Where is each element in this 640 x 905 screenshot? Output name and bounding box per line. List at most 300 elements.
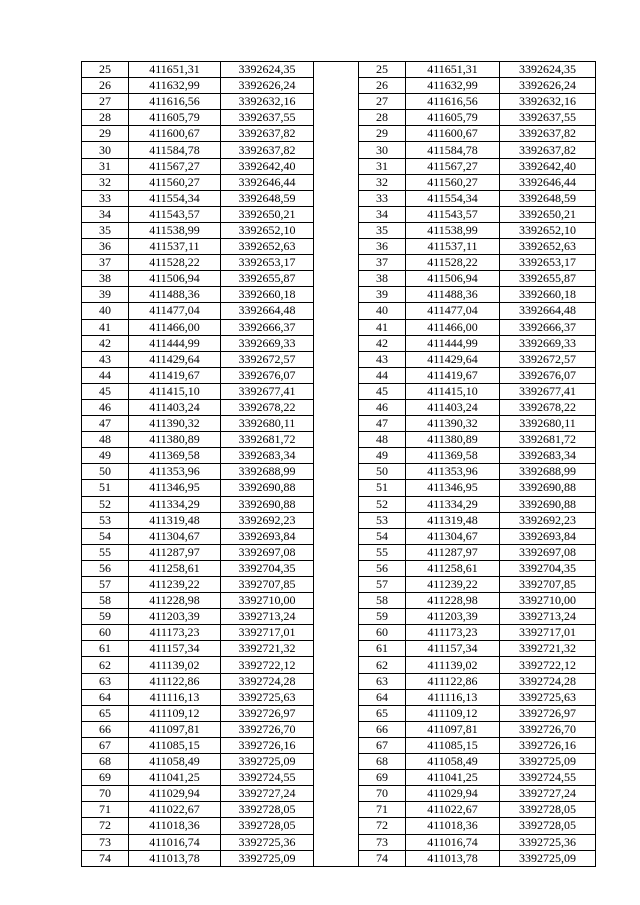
spacer-cell: [314, 657, 359, 673]
right-x-coordinate-cell: 411415,10: [406, 383, 500, 399]
left-point-number-cell: 65: [82, 705, 129, 721]
table-row: [82, 62, 596, 78]
right-point-number-cell: 36: [359, 239, 406, 255]
right-point-number-cell: 74: [359, 850, 406, 866]
table-row: [82, 593, 596, 609]
right-x-coordinate-cell: 411380,89: [406, 432, 500, 448]
table-row: [82, 673, 596, 689]
left-y-coordinate-cell: 3392664,48: [221, 303, 314, 319]
left-x-coordinate-cell: 411651,31: [129, 62, 221, 78]
right-point-number-cell: 25: [359, 62, 406, 78]
right-x-coordinate-cell: 411554,34: [406, 190, 500, 206]
right-point-number-cell: 40: [359, 303, 406, 319]
left-x-coordinate-cell: 411506,94: [129, 271, 221, 287]
left-point-number-cell: 64: [82, 689, 129, 705]
right-point-number-cell: 54: [359, 528, 406, 544]
table-row: [82, 319, 596, 335]
right-x-coordinate-cell: 411228,98: [406, 593, 500, 609]
left-x-coordinate-cell: 411018,36: [129, 818, 221, 834]
right-x-coordinate-cell: 411567,27: [406, 158, 500, 174]
left-x-coordinate-cell: 411390,32: [129, 416, 221, 432]
spacer-cell: [314, 78, 359, 94]
left-y-coordinate-cell: 3392704,35: [221, 560, 314, 576]
left-y-coordinate-cell: 3392677,41: [221, 383, 314, 399]
right-x-coordinate-cell: 411616,56: [406, 94, 500, 110]
left-x-coordinate-cell: 411477,04: [129, 303, 221, 319]
table-row: [82, 705, 596, 721]
spacer-cell: [314, 287, 359, 303]
table-row: [82, 399, 596, 415]
left-y-coordinate-cell: 3392652,10: [221, 222, 314, 238]
left-y-coordinate-cell: 3392680,11: [221, 416, 314, 432]
table-row: [82, 271, 596, 287]
right-x-coordinate-cell: 411173,23: [406, 625, 500, 641]
right-y-coordinate-cell: 3392648,59: [500, 190, 596, 206]
spacer-cell: [314, 351, 359, 367]
left-x-coordinate-cell: 411304,67: [129, 528, 221, 544]
right-x-coordinate-cell: 411538,99: [406, 222, 500, 238]
right-y-coordinate-cell: 3392721,32: [500, 641, 596, 657]
right-point-number-cell: 55: [359, 544, 406, 560]
right-point-number-cell: 53: [359, 512, 406, 528]
spacer-cell: [314, 528, 359, 544]
left-x-coordinate-cell: 411122,86: [129, 673, 221, 689]
right-point-number-cell: 63: [359, 673, 406, 689]
left-y-coordinate-cell: 3392648,59: [221, 190, 314, 206]
right-y-coordinate-cell: 3392637,82: [500, 126, 596, 142]
right-point-number-cell: 65: [359, 705, 406, 721]
spacer-cell: [314, 255, 359, 271]
coordinates-table: [81, 61, 596, 867]
right-x-coordinate-cell: 411651,31: [406, 62, 500, 78]
left-point-number-cell: 45: [82, 383, 129, 399]
left-point-number-cell: 48: [82, 432, 129, 448]
left-y-coordinate-cell: 3392721,32: [221, 641, 314, 657]
right-x-coordinate-cell: 411334,29: [406, 496, 500, 512]
right-point-number-cell: 66: [359, 721, 406, 737]
spacer-cell: [314, 399, 359, 415]
right-point-number-cell: 37: [359, 255, 406, 271]
right-x-coordinate-cell: 411537,11: [406, 239, 500, 255]
left-y-coordinate-cell: 3392624,35: [221, 62, 314, 78]
left-y-coordinate-cell: 3392707,85: [221, 577, 314, 593]
left-point-number-cell: 32: [82, 174, 129, 190]
right-x-coordinate-cell: 411403,24: [406, 399, 500, 415]
left-y-coordinate-cell: 3392725,63: [221, 689, 314, 705]
right-x-coordinate-cell: 411369,58: [406, 448, 500, 464]
left-point-number-cell: 62: [82, 657, 129, 673]
spacer-cell: [314, 62, 359, 78]
left-point-number-cell: 66: [82, 721, 129, 737]
table-row: [82, 818, 596, 834]
right-y-coordinate-cell: 3392697,08: [500, 544, 596, 560]
left-point-number-cell: 71: [82, 802, 129, 818]
spacer-cell: [314, 850, 359, 866]
spacer-cell: [314, 94, 359, 110]
spacer-cell: [314, 416, 359, 432]
table-row: [82, 448, 596, 464]
table-row: [82, 609, 596, 625]
right-y-coordinate-cell: 3392642,40: [500, 158, 596, 174]
left-x-coordinate-cell: 411022,67: [129, 802, 221, 818]
right-point-number-cell: 58: [359, 593, 406, 609]
right-y-coordinate-cell: 3392726,97: [500, 705, 596, 721]
left-point-number-cell: 47: [82, 416, 129, 432]
spacer-cell: [314, 142, 359, 158]
left-point-number-cell: 27: [82, 94, 129, 110]
left-y-coordinate-cell: 3392653,17: [221, 255, 314, 271]
table-row: [82, 126, 596, 142]
table-row: [82, 335, 596, 351]
table-row: [82, 850, 596, 866]
left-y-coordinate-cell: 3392713,24: [221, 609, 314, 625]
left-y-coordinate-cell: 3392646,44: [221, 174, 314, 190]
left-x-coordinate-cell: 411444,99: [129, 335, 221, 351]
left-point-number-cell: 31: [82, 158, 129, 174]
table-row: [82, 512, 596, 528]
left-x-coordinate-cell: 411116,13: [129, 689, 221, 705]
left-point-number-cell: 37: [82, 255, 129, 271]
right-x-coordinate-cell: 411018,36: [406, 818, 500, 834]
left-x-coordinate-cell: 411239,22: [129, 577, 221, 593]
table-row: [82, 432, 596, 448]
right-y-coordinate-cell: 3392637,55: [500, 110, 596, 126]
left-point-number-cell: 51: [82, 480, 129, 496]
left-point-number-cell: 59: [82, 609, 129, 625]
right-y-coordinate-cell: 3392726,70: [500, 721, 596, 737]
left-y-coordinate-cell: 3392727,24: [221, 786, 314, 802]
left-x-coordinate-cell: 411543,57: [129, 206, 221, 222]
right-x-coordinate-cell: 411157,34: [406, 641, 500, 657]
table-row: [82, 480, 596, 496]
left-x-coordinate-cell: 411600,67: [129, 126, 221, 142]
right-x-coordinate-cell: 411258,61: [406, 560, 500, 576]
table-row: [82, 174, 596, 190]
right-y-coordinate-cell: 3392722,12: [500, 657, 596, 673]
spacer-cell: [314, 818, 359, 834]
right-x-coordinate-cell: 411058,49: [406, 754, 500, 770]
left-x-coordinate-cell: 411041,25: [129, 770, 221, 786]
right-y-coordinate-cell: 3392710,00: [500, 593, 596, 609]
table-row: [82, 239, 596, 255]
spacer-cell: [314, 190, 359, 206]
right-y-coordinate-cell: 3392690,88: [500, 496, 596, 512]
left-point-number-cell: 74: [82, 850, 129, 866]
spacer-cell: [314, 496, 359, 512]
left-y-coordinate-cell: 3392676,07: [221, 367, 314, 383]
spacer-cell: [314, 770, 359, 786]
right-y-coordinate-cell: 3392653,17: [500, 255, 596, 271]
right-x-coordinate-cell: 411353,96: [406, 464, 500, 480]
table-row: [82, 689, 596, 705]
right-point-number-cell: 61: [359, 641, 406, 657]
left-point-number-cell: 49: [82, 448, 129, 464]
left-y-coordinate-cell: 3392655,87: [221, 271, 314, 287]
left-y-coordinate-cell: 3392717,01: [221, 625, 314, 641]
right-y-coordinate-cell: 3392626,24: [500, 78, 596, 94]
left-y-coordinate-cell: 3392725,36: [221, 834, 314, 850]
left-y-coordinate-cell: 3392692,23: [221, 512, 314, 528]
right-point-number-cell: 45: [359, 383, 406, 399]
table-row: [82, 351, 596, 367]
table-row: [82, 110, 596, 126]
right-point-number-cell: 59: [359, 609, 406, 625]
left-point-number-cell: 55: [82, 544, 129, 560]
table-row: [82, 560, 596, 576]
left-y-coordinate-cell: 3392726,97: [221, 705, 314, 721]
table-row: [82, 544, 596, 560]
left-x-coordinate-cell: 411419,67: [129, 367, 221, 383]
right-y-coordinate-cell: 3392704,35: [500, 560, 596, 576]
left-point-number-cell: 36: [82, 239, 129, 255]
left-x-coordinate-cell: 411605,79: [129, 110, 221, 126]
right-point-number-cell: 35: [359, 222, 406, 238]
left-y-coordinate-cell: 3392688,99: [221, 464, 314, 480]
left-point-number-cell: 53: [82, 512, 129, 528]
spacer-cell: [314, 206, 359, 222]
right-y-coordinate-cell: 3392678,22: [500, 399, 596, 415]
table-row: [82, 802, 596, 818]
right-point-number-cell: 71: [359, 802, 406, 818]
right-x-coordinate-cell: 411319,48: [406, 512, 500, 528]
left-x-coordinate-cell: 411319,48: [129, 512, 221, 528]
spacer-cell: [314, 158, 359, 174]
right-y-coordinate-cell: 3392692,23: [500, 512, 596, 528]
right-x-coordinate-cell: 411600,67: [406, 126, 500, 142]
left-y-coordinate-cell: 3392650,21: [221, 206, 314, 222]
table-row: [82, 754, 596, 770]
right-y-coordinate-cell: 3392681,72: [500, 432, 596, 448]
right-point-number-cell: 49: [359, 448, 406, 464]
left-y-coordinate-cell: 3392666,37: [221, 319, 314, 335]
table-row: [82, 222, 596, 238]
left-point-number-cell: 69: [82, 770, 129, 786]
left-y-coordinate-cell: 3392690,88: [221, 496, 314, 512]
left-x-coordinate-cell: 411429,64: [129, 351, 221, 367]
spacer-cell: [314, 448, 359, 464]
right-point-number-cell: 34: [359, 206, 406, 222]
left-x-coordinate-cell: 411157,34: [129, 641, 221, 657]
right-point-number-cell: 28: [359, 110, 406, 126]
right-x-coordinate-cell: 411560,27: [406, 174, 500, 190]
left-y-coordinate-cell: 3392726,16: [221, 737, 314, 753]
left-point-number-cell: 44: [82, 367, 129, 383]
right-y-coordinate-cell: 3392624,35: [500, 62, 596, 78]
left-x-coordinate-cell: 411584,78: [129, 142, 221, 158]
right-x-coordinate-cell: 411429,64: [406, 351, 500, 367]
left-x-coordinate-cell: 411403,24: [129, 399, 221, 415]
table-row: [82, 528, 596, 544]
left-x-coordinate-cell: 411085,15: [129, 737, 221, 753]
left-point-number-cell: 52: [82, 496, 129, 512]
right-y-coordinate-cell: 3392707,85: [500, 577, 596, 593]
right-y-coordinate-cell: 3392693,84: [500, 528, 596, 544]
right-point-number-cell: 57: [359, 577, 406, 593]
spacer-cell: [314, 480, 359, 496]
left-x-coordinate-cell: 411173,23: [129, 625, 221, 641]
spacer-cell: [314, 271, 359, 287]
left-y-coordinate-cell: 3392683,34: [221, 448, 314, 464]
right-x-coordinate-cell: 411116,13: [406, 689, 500, 705]
right-point-number-cell: 42: [359, 335, 406, 351]
right-x-coordinate-cell: 411013,78: [406, 850, 500, 866]
left-point-number-cell: 60: [82, 625, 129, 641]
right-point-number-cell: 48: [359, 432, 406, 448]
right-point-number-cell: 67: [359, 737, 406, 753]
left-point-number-cell: 29: [82, 126, 129, 142]
right-point-number-cell: 70: [359, 786, 406, 802]
left-point-number-cell: 30: [82, 142, 129, 158]
left-point-number-cell: 70: [82, 786, 129, 802]
right-y-coordinate-cell: 3392683,34: [500, 448, 596, 464]
right-y-coordinate-cell: 3392666,37: [500, 319, 596, 335]
right-point-number-cell: 72: [359, 818, 406, 834]
right-point-number-cell: 41: [359, 319, 406, 335]
left-point-number-cell: 41: [82, 319, 129, 335]
spacer-cell: [314, 544, 359, 560]
spacer-cell: [314, 222, 359, 238]
left-y-coordinate-cell: 3392697,08: [221, 544, 314, 560]
left-point-number-cell: 33: [82, 190, 129, 206]
right-point-number-cell: 46: [359, 399, 406, 415]
table-row: [82, 721, 596, 737]
right-x-coordinate-cell: 411097,81: [406, 721, 500, 737]
right-x-coordinate-cell: 411506,94: [406, 271, 500, 287]
left-x-coordinate-cell: 411567,27: [129, 158, 221, 174]
left-y-coordinate-cell: 3392652,63: [221, 239, 314, 255]
spacer-cell: [314, 834, 359, 850]
spacer-cell: [314, 464, 359, 480]
right-y-coordinate-cell: 3392725,09: [500, 850, 596, 866]
left-y-coordinate-cell: 3392660,18: [221, 287, 314, 303]
table-row: [82, 625, 596, 641]
right-point-number-cell: 51: [359, 480, 406, 496]
left-point-number-cell: 61: [82, 641, 129, 657]
table-row: [82, 303, 596, 319]
left-point-number-cell: 57: [82, 577, 129, 593]
spacer-cell: [314, 802, 359, 818]
right-point-number-cell: 56: [359, 560, 406, 576]
left-y-coordinate-cell: 3392726,70: [221, 721, 314, 737]
left-y-coordinate-cell: 3392632,16: [221, 94, 314, 110]
left-y-coordinate-cell: 3392728,05: [221, 802, 314, 818]
right-x-coordinate-cell: 411016,74: [406, 834, 500, 850]
right-point-number-cell: 69: [359, 770, 406, 786]
left-point-number-cell: 42: [82, 335, 129, 351]
table-row: [82, 786, 596, 802]
left-x-coordinate-cell: 411554,34: [129, 190, 221, 206]
right-y-coordinate-cell: 3392655,87: [500, 271, 596, 287]
right-point-number-cell: 26: [359, 78, 406, 94]
left-x-coordinate-cell: 411228,98: [129, 593, 221, 609]
right-point-number-cell: 29: [359, 126, 406, 142]
right-y-coordinate-cell: 3392652,63: [500, 239, 596, 255]
right-x-coordinate-cell: 411584,78: [406, 142, 500, 158]
right-y-coordinate-cell: 3392724,28: [500, 673, 596, 689]
spacer-cell: [314, 383, 359, 399]
left-point-number-cell: 46: [82, 399, 129, 415]
right-point-number-cell: 73: [359, 834, 406, 850]
spacer-cell: [314, 174, 359, 190]
left-x-coordinate-cell: 411380,89: [129, 432, 221, 448]
left-point-number-cell: 39: [82, 287, 129, 303]
left-x-coordinate-cell: 411013,78: [129, 850, 221, 866]
left-point-number-cell: 73: [82, 834, 129, 850]
table-row: [82, 770, 596, 786]
left-y-coordinate-cell: 3392626,24: [221, 78, 314, 94]
right-x-coordinate-cell: 411022,67: [406, 802, 500, 818]
left-x-coordinate-cell: 411258,61: [129, 560, 221, 576]
right-x-coordinate-cell: 411122,86: [406, 673, 500, 689]
right-point-number-cell: 31: [359, 158, 406, 174]
right-point-number-cell: 27: [359, 94, 406, 110]
left-y-coordinate-cell: 3392642,40: [221, 158, 314, 174]
right-y-coordinate-cell: 3392725,36: [500, 834, 596, 850]
spacer-cell: [314, 319, 359, 335]
right-x-coordinate-cell: 411605,79: [406, 110, 500, 126]
table-row: [82, 577, 596, 593]
left-y-coordinate-cell: 3392637,55: [221, 110, 314, 126]
right-x-coordinate-cell: 411139,02: [406, 657, 500, 673]
right-x-coordinate-cell: 411041,25: [406, 770, 500, 786]
left-y-coordinate-cell: 3392724,28: [221, 673, 314, 689]
left-x-coordinate-cell: 411058,49: [129, 754, 221, 770]
right-y-coordinate-cell: 3392724,55: [500, 770, 596, 786]
table-row: [82, 496, 596, 512]
left-point-number-cell: 26: [82, 78, 129, 94]
left-y-coordinate-cell: 3392725,09: [221, 754, 314, 770]
right-y-coordinate-cell: 3392680,11: [500, 416, 596, 432]
left-x-coordinate-cell: 411353,96: [129, 464, 221, 480]
right-y-coordinate-cell: 3392713,24: [500, 609, 596, 625]
left-y-coordinate-cell: 3392669,33: [221, 335, 314, 351]
left-point-number-cell: 67: [82, 737, 129, 753]
left-y-coordinate-cell: 3392678,22: [221, 399, 314, 415]
left-x-coordinate-cell: 411538,99: [129, 222, 221, 238]
spacer-cell: [314, 609, 359, 625]
right-y-coordinate-cell: 3392660,18: [500, 287, 596, 303]
spacer-cell: [314, 560, 359, 576]
right-y-coordinate-cell: 3392664,48: [500, 303, 596, 319]
spacer-cell: [314, 577, 359, 593]
spacer-cell: [314, 673, 359, 689]
right-y-coordinate-cell: 3392688,99: [500, 464, 596, 480]
right-y-coordinate-cell: 3392728,05: [500, 802, 596, 818]
right-x-coordinate-cell: 411390,32: [406, 416, 500, 432]
left-x-coordinate-cell: 411537,11: [129, 239, 221, 255]
left-point-number-cell: 58: [82, 593, 129, 609]
right-x-coordinate-cell: 411287,97: [406, 544, 500, 560]
spacer-cell: [314, 625, 359, 641]
spacer-cell: [314, 737, 359, 753]
spacer-cell: [314, 126, 359, 142]
left-x-coordinate-cell: 411415,10: [129, 383, 221, 399]
right-x-coordinate-cell: 411543,57: [406, 206, 500, 222]
left-point-number-cell: 68: [82, 754, 129, 770]
left-y-coordinate-cell: 3392681,72: [221, 432, 314, 448]
left-y-coordinate-cell: 3392672,57: [221, 351, 314, 367]
table-row: [82, 78, 596, 94]
right-x-coordinate-cell: 411444,99: [406, 335, 500, 351]
right-point-number-cell: 52: [359, 496, 406, 512]
right-y-coordinate-cell: 3392669,33: [500, 335, 596, 351]
left-point-number-cell: 63: [82, 673, 129, 689]
spacer-cell: [314, 705, 359, 721]
right-x-coordinate-cell: 411477,04: [406, 303, 500, 319]
left-y-coordinate-cell: 3392722,12: [221, 657, 314, 673]
spacer-cell: [314, 689, 359, 705]
left-point-number-cell: 50: [82, 464, 129, 480]
